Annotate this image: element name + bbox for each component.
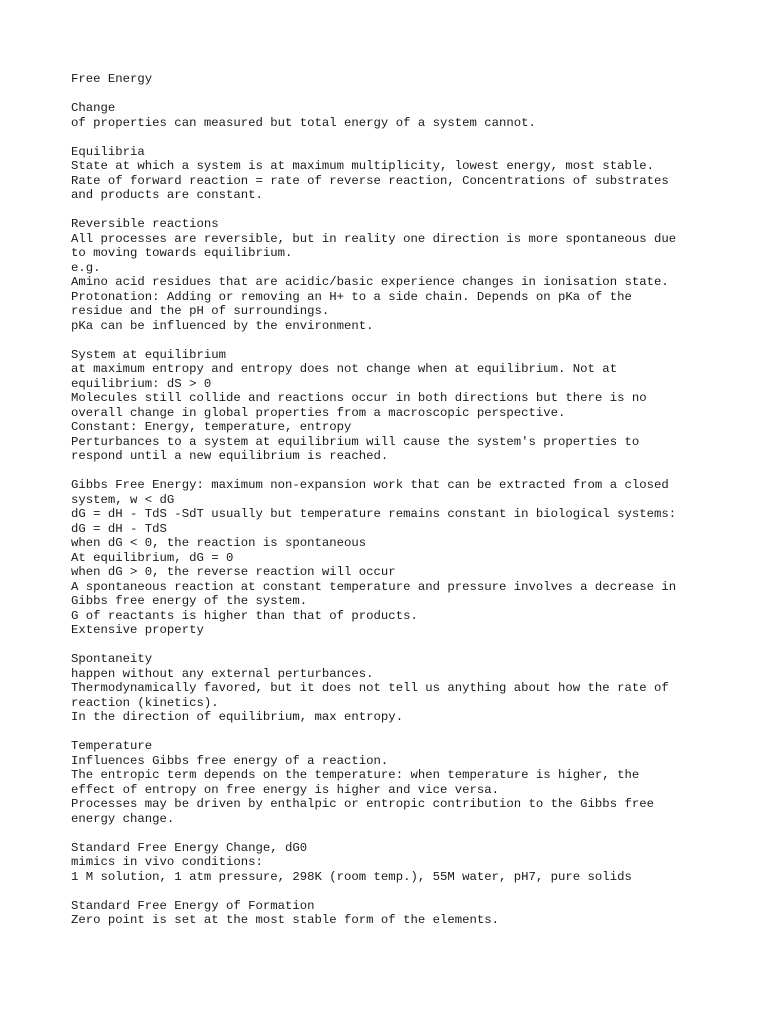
- section-heading-line: Free Energy: [71, 72, 153, 86]
- text-line: pKa can be influenced by the environment.: [71, 318, 374, 333]
- document-section: [71, 478, 711, 638]
- section-heading-line: System at equilibrium: [71, 347, 226, 362]
- text-line: mimics in vivo conditions:: [71, 855, 263, 869]
- text-line: system, w < dG: [71, 492, 175, 507]
- text-line: All processes are reversible, but in reality one direction is more spontaneous due: [71, 231, 677, 246]
- text-line: Gibbs free energy of the system.: [71, 594, 308, 608]
- document-section: [71, 652, 711, 725]
- text-line: The entropic term depends on the temperature: when temperature is higher, the: [71, 768, 640, 782]
- section-heading-line: Spontaneity: [71, 652, 153, 666]
- text-line: Protonation: Adding or removing an H+ to a side chain. Depends on pKa of the: [71, 289, 632, 304]
- document-page: [71, 72, 711, 942]
- text-line: Molecules still collide and reactions occur in both directions but there is no: [71, 391, 647, 405]
- text-line: reaction (kinetics).: [71, 695, 219, 710]
- text-line: to moving towards equilibrium.: [71, 246, 293, 260]
- text-line: G of reactants is higher than that of products.: [71, 608, 418, 623]
- document-section: [71, 348, 711, 464]
- section-heading-line: Change: [71, 101, 116, 115]
- document-section: [71, 841, 711, 885]
- text-line: respond until a new equilibrium is reached.: [71, 449, 389, 463]
- text-line: dG = dH - TdS -SdT usually but temperature remains constant in biological systems:: [71, 507, 677, 521]
- document-section: [71, 217, 711, 333]
- text-line: of properties can measured but total energy of a system cannot.: [71, 115, 536, 130]
- text-line: State at which a system is at maximum multiplicity, lowest energy, most stable.: [71, 159, 654, 173]
- text-line: In the direction of equilibrium, max entropy.: [71, 710, 404, 724]
- text-line: 1 M solution, 1 atm pressure, 298K (room temp.), 55M water, pH7, pure solids: [71, 869, 632, 884]
- text-line: At equilibrium, dG = 0: [71, 550, 234, 565]
- text-line: Extensive property: [71, 623, 204, 637]
- document-section: [71, 899, 711, 928]
- text-line: dG = dH - TdS: [71, 521, 167, 536]
- section-heading-line: Standard Free Energy Change, dG0: [71, 840, 308, 855]
- text-line: equilibrium: dS > 0: [71, 376, 212, 391]
- text-line: energy change.: [71, 811, 175, 826]
- text-line: A spontaneous reaction at constant temperature and pressure involves a decrease in: [71, 579, 677, 594]
- text-line: Amino acid residues that are acidic/basic experience changes in ionisation state.: [71, 275, 669, 289]
- section-heading-line: Reversible reactions: [71, 217, 219, 231]
- text-line: residue and the pH of surroundings.: [71, 304, 330, 318]
- text-line: and products are constant.: [71, 188, 263, 202]
- section-heading-line: Temperature: [71, 739, 153, 753]
- document-section: [71, 101, 711, 130]
- text-line: happen without any external perturbances.: [71, 666, 374, 681]
- section-heading-line: Gibbs Free Energy: maximum non-expansion work that can be extracted from a closed: [71, 478, 669, 492]
- text-line: when dG > 0, the reverse reaction will occur: [71, 565, 396, 579]
- section-heading-line: Standard Free Energy of Formation: [71, 898, 315, 913]
- document-section: [71, 145, 711, 203]
- text-line: Perturbances to a system at equilibrium will cause the system's properties to: [71, 434, 640, 449]
- text-line: Processes may be driven by enthalpic or entropic contribution to the Gibbs free: [71, 797, 654, 811]
- text-line: when dG < 0, the reaction is spontaneous: [71, 536, 367, 550]
- document-section: [71, 72, 711, 87]
- text-line: Thermodynamically favored, but it does not tell us anything about how the rate of: [71, 681, 669, 695]
- text-line: Zero point is set at the most stable form of the elements.: [71, 913, 500, 927]
- text-line: at maximum entropy and entropy does not change when at equilibrium. Not at: [71, 362, 618, 376]
- text-line: Influences Gibbs free energy of a reaction.: [71, 753, 389, 768]
- text-line: Rate of forward reaction = rate of reverse reaction, Concentrations of substrates: [71, 173, 669, 188]
- text-line: effect of entropy on free energy is higher and vice versa.: [71, 782, 500, 797]
- section-heading-line: Equilibria: [71, 144, 145, 159]
- text-line: overall change in global properties from a macroscopic perspective.: [71, 405, 566, 420]
- text-line: e.g.: [71, 260, 101, 275]
- document-section: [71, 739, 711, 826]
- text-line: Constant: Energy, temperature, entropy: [71, 420, 352, 434]
